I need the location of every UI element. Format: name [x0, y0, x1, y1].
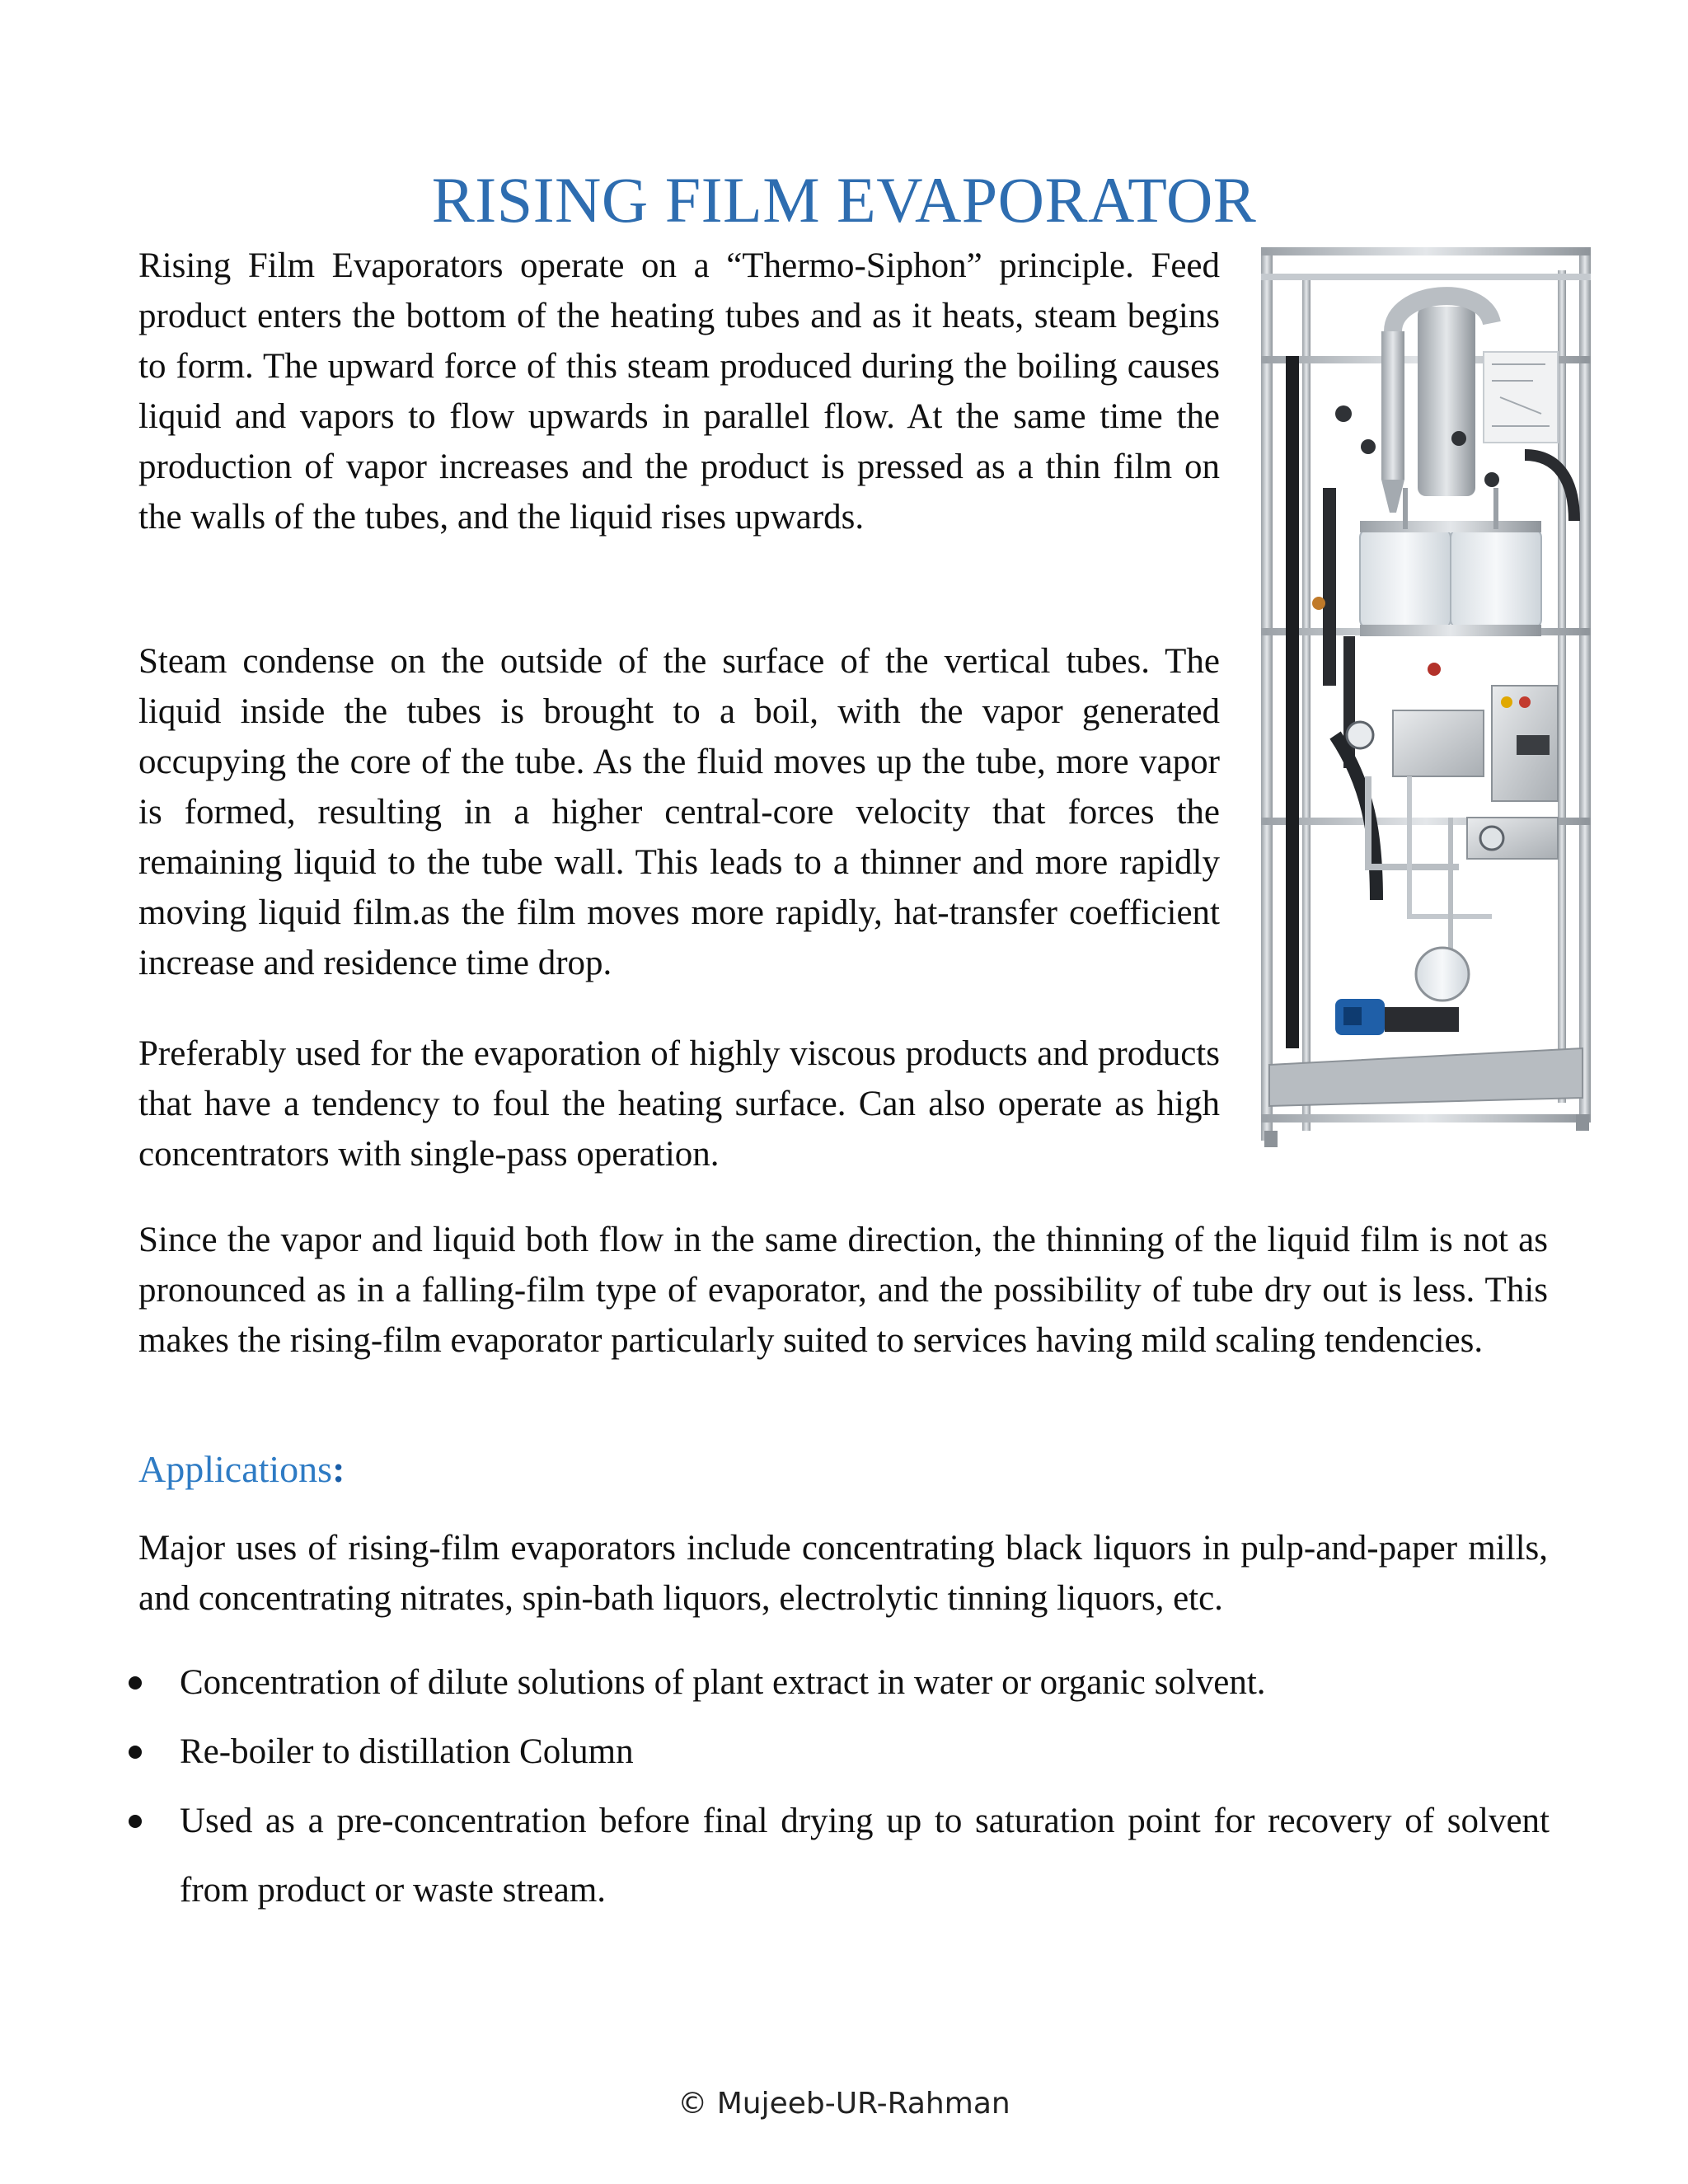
- page-title: RISING FILM EVAPORATOR: [431, 164, 1257, 237]
- bullet-icon: [129, 1746, 142, 1759]
- footer-copyright: © Mujeeb-UR-Rahman: [678, 2087, 1010, 2121]
- list-item-text: Concentration of dilute solutions of plant extract in water or organic solvent.: [180, 1663, 1266, 1702]
- paragraph-same-direction: Since the vapor and liquid both flow in the same direction, the thinning of the liquid film is not as pronounced as in a falling-film type of evaporator, and the possibility of tube dry out is less. This makes the rising-film evaporator particularly suited to services having mild scaling tendencies.: [138, 1221, 1548, 1360]
- evaporator-equipment-image: [1245, 241, 1607, 1154]
- paragraph-viscous-products: Preferably used for the evaporation of highly viscous products and products that have a tendency to foul the heating surface. Can also operate as high concentrators with single-pass operation.: [138, 1034, 1220, 1174]
- list-item-text: Re-boiler to distillation Column: [180, 1732, 634, 1771]
- list-item: [124, 1718, 1550, 1787]
- bullet-icon: [129, 1815, 142, 1828]
- list-item-text: Used as a pre-concentration before final drying up to saturation point for recovery of solvent from product or waste stream.: [180, 1802, 1550, 1910]
- paragraph-steam-condense: Steam condense on the outside of the surface of the vertical tubes. The liquid inside the tubes is brought to a boil, with the vapor generated occupying the core of the tube. As the fluid moves up the tube, more vapor is formed, resulting in a higher central-core velocity that forces the remaining liquid to the tube wall. This leads to a thinner and more rapidly moving liquid film.as the film moves more rapidly, hat-transfer coefficient increase and residence time drop.: [138, 642, 1220, 982]
- applications-intro: Major uses of rising-film evaporators include concentrating black liquors in pulp-and-paper mills, and concentrating nitrates, spin-bath liquors, electrolytic tinning liquors, etc.: [138, 1529, 1548, 1618]
- applications-heading-colon: :: [332, 1448, 345, 1490]
- applications-heading-text: Applications: [138, 1448, 333, 1490]
- paragraph-thermo-siphon: Rising Film Evaporators operate on a “Thermo-Siphon” principle. Feed product enters the bottom of the heating tubes and as it heats, steam begins to form. The upward force of this steam produced during the boiling causes liquid and vapors to flow upwards in parallel flow. At the same time the production of vapor increases and the product is pressed as a thin film on the walls of the tubes, and the liquid rises upwards.: [138, 246, 1220, 537]
- list-item: [124, 1648, 1550, 1718]
- applications-list: [124, 1648, 1550, 1925]
- applications-heading: [138, 1447, 345, 1491]
- bullet-icon: [129, 1676, 142, 1690]
- list-item: [124, 1787, 1550, 1925]
